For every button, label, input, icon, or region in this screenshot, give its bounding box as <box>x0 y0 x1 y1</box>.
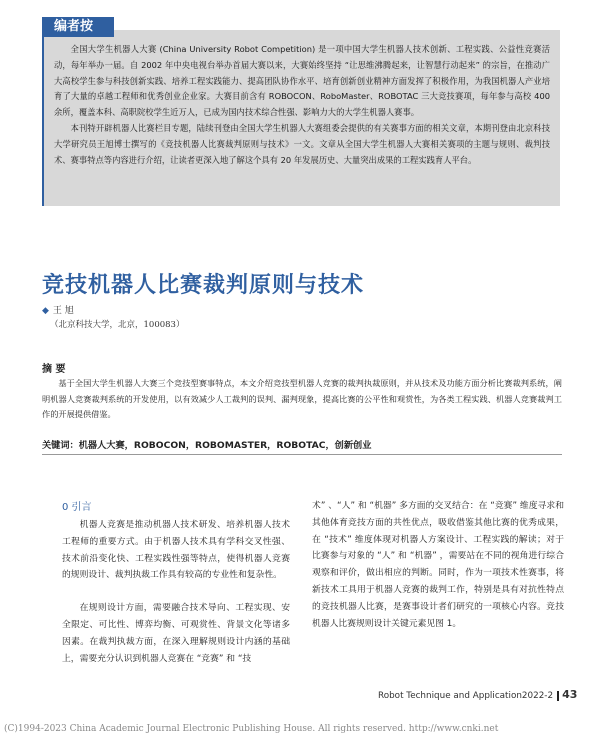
footer-separator <box>557 691 559 701</box>
abstract-heading: 摘 要 <box>42 364 66 375</box>
abstract-text: 基于全国大学生机器人大赛三个竞技型赛事特点，本文介绍竞技型机器人竞赛的裁判执裁原则，并从技术及功能方面分析比赛裁判系统，阐明机器人竞赛裁判系统的开发使用，以有效减少人工裁判的误判、漏判现象，提高比赛的公平性和观赏性，为各类工程实践、机器人竞赛裁判工作的开展提供借鉴。 <box>42 378 562 419</box>
keywords: 关键词：机器人大赛，ROBOCON，ROBOMASTER，ROBOTAC，创新创业 <box>42 440 372 451</box>
journal-name: Robot Technique and Application2022-2 <box>378 691 554 701</box>
section-heading: 0 引言 <box>62 502 92 513</box>
author-affiliation: （北京科技大学，北京，100083） <box>50 320 185 330</box>
page-number: 43 <box>562 688 578 701</box>
editor-note-tab: 编者按 <box>42 17 114 37</box>
body-column-right <box>312 498 564 632</box>
editor-note-paragraph: 本刊特开辟机器人比赛栏目专题，陆续刊登由全国大学生机器人大赛组委会提供的有关赛事方面的相关文章，本期刊登由北京科技大学研究员王旭博士撰写的《竞技机器人比赛裁判原则与技术》一文。文章从全国大学生机器人大赛相关赛项的主题与规则、裁判技术、赛事特点等内容进行介绍，让读者更深入地了解这个具有 20 年发展历史、大量突出成果的工程实践育人平台。 <box>54 122 550 165</box>
body-paragraph: 术” 、“人” 和 “机器” 多方面的交叉结合：在 “竞赛” 维度寻求和其他体育竞技方面的共性优点，吸收借鉴其他比赛的优秀成果，在 “技术” 维度体现对机器人方案设计、工程实践的解读；对于比赛参与对象的 “人” 和 “机器” ，需要站在不同的视角进行综合观察和评价，做出相应的判断。同时，作为一项技术性赛事，将新技术工具用于机器人竞赛的裁判工作，特别是具有对抗性特点的竞技机器人比赛，是赛事设计者们研究的一项核心内容。竞技机器人比赛规则设计关键元素见图 1。 <box>312 501 564 629</box>
author-line <box>42 303 74 316</box>
editor-note-paragraph: 全国大学生机器人大赛 (China University Robot Competition) 是一项中国大学生机器人技术创新、工程实践、公益性竞赛活动，每年举办一届。自 2002 年中央电视台举办首届大赛以来，大赛始终坚持 “让思维沸腾起来，让智慧行动起来” 的宗旨，在推动广大高校学生参与科技创新实践、培养工程实践能力、提高团队协作水平、培育创新创业精神方面发挥了积极作用，为我国机器人产业培育了大量的卓越工程师和优秀创业企业家。大赛目前含有 ROBOCON、RoboMaster、ROBOTAC 三大竞技赛项，每年参与高校 400 余所，覆盖本科、高职院校学生近万人，已成为国内技术综合性强、影响力大的大学生机器人赛事。 <box>54 44 550 118</box>
body-column-left <box>62 498 290 667</box>
journal-footer <box>378 688 577 701</box>
divider <box>42 454 562 455</box>
author-name: 王 旭 <box>52 306 74 316</box>
article-title: 竞技机器人比赛裁判原则与技术 <box>42 273 365 298</box>
editor-note-text <box>54 42 550 168</box>
body-paragraph: 机器人竞赛是推动机器人技术研发、培养机器人技术工程师的重要方式。由于机器人技术具有学科交叉性强、技术前沿变化快、工程实践性强等特点，使得机器人竞赛的规则设计、裁判执裁工作具有较高的专业性和复杂性。 <box>62 520 290 581</box>
copyright-line: (C)1994-2023 China Academic Journal Electronic Publishing House. All rights reserved. http://www.cnki.net <box>4 724 499 734</box>
diamond-icon: ◆ <box>42 306 49 316</box>
body-paragraph: 在规则设计方面，需要融合技术导向、工程实现、安全限定、可比性、博弈均衡、可观赏性、背景文化等诸多因素。在裁判执裁方面，在深入理解规则设计内涵的基础上，需要充分认识到机器人竞赛在 “竞赛” 和 “技 <box>62 603 290 664</box>
